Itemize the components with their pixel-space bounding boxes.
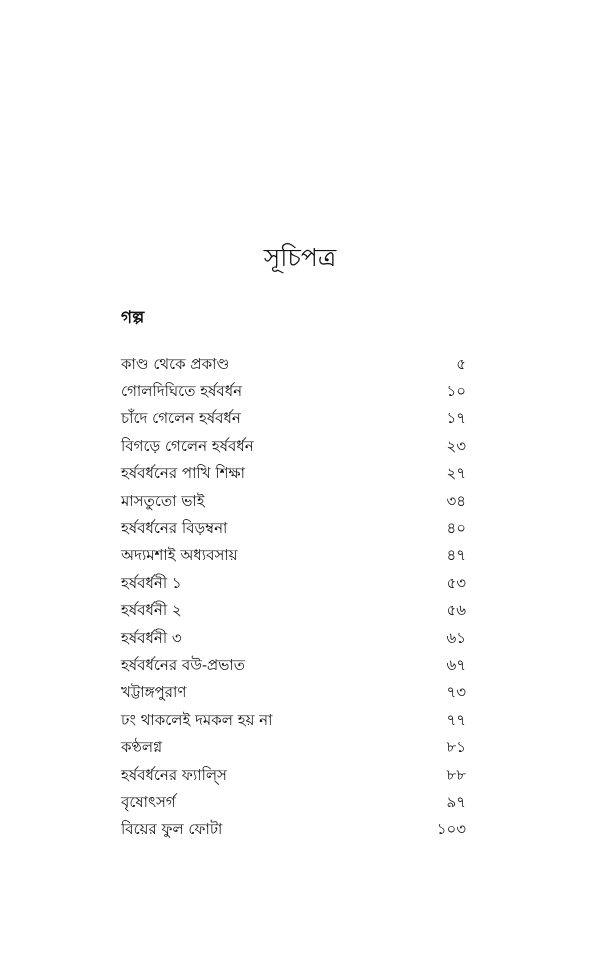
toc-entry-title: গোলদিঘিতে হর্ষবর্ধন (121, 382, 243, 401)
toc-entry (121, 350, 466, 377)
toc-entry-page: ৬১ (446, 628, 466, 647)
toc-entry-title: বিগড়ে গেলেন হর্ষবর্ধন (121, 436, 254, 455)
toc-entry-page: ৮১ (446, 738, 466, 757)
toc-entry-page: ১০ (446, 382, 466, 401)
toc-entry-page: ৭৩ (446, 683, 466, 702)
toc-entry-title: হর্ষবর্ধনের ফ্যাল্সি (121, 765, 227, 784)
toc-entry-page: ৮৮ (446, 765, 466, 784)
toc-entry-title: খট্টাঙ্গপুরাণ (121, 683, 187, 702)
toc-entry-title: হর্ষবর্ধনের বিড়ম্বনা (121, 519, 228, 538)
toc-entry (121, 816, 466, 843)
toc-entry-title: অদ্যমশাই অধ্যবসায় (121, 546, 238, 565)
toc-entry-page: ৩৪ (446, 491, 466, 510)
toc-entry-page: ২৭ (446, 464, 466, 483)
toc-entry-title: হর্ষবর্ধনী ২ (121, 601, 182, 620)
toc-entry (121, 432, 466, 459)
toc-entry-page: ৫ (456, 354, 466, 373)
toc-entry (121, 788, 466, 815)
toc-entry-title: বিয়ের ফুল ফোটা (121, 820, 223, 839)
toc-entry (121, 624, 466, 651)
toc-entry-title: কাণ্ড থেকে প্রকাণ্ড (121, 354, 230, 373)
toc-entry-title: ঢং থাকলেই দমকল হয় না (121, 710, 273, 729)
toc-entry-title: হর্ষবর্ধনের বউ-প্রভাত (121, 655, 245, 674)
toc-entry-page: ২৩ (446, 436, 466, 455)
toc-entry (121, 487, 466, 514)
toc-entry (121, 706, 466, 733)
toc-entry (121, 761, 466, 788)
toc-entry-page: ৬৭ (446, 655, 466, 674)
toc-entry-page: ৫৬ (446, 601, 466, 620)
toc-entry-title: হর্ষবর্ধনের পাখি শিক্ষা (121, 464, 246, 483)
toc-entry-title: হর্ষবর্ধনী ৩ (121, 628, 182, 647)
toc-entry (121, 542, 466, 569)
toc-entry (121, 514, 466, 541)
toc-entry (121, 460, 466, 487)
toc-entry (121, 651, 466, 678)
toc-entry-title: হর্ষবর্ধনী ১ (121, 573, 182, 592)
toc-entry-title: বৃষোৎসর্গ (121, 792, 176, 811)
toc-entry-page: ৪০ (446, 519, 466, 538)
toc-entry (121, 679, 466, 706)
toc-entry-title: চাঁদে গেলেন হর্ষবর্ধন (121, 409, 241, 428)
table-of-contents (121, 350, 466, 843)
section-heading: গল্প (121, 308, 145, 328)
toc-entry (121, 377, 466, 404)
toc-entry-title: মাসতুতো ভাই (121, 491, 205, 510)
toc-entry (121, 733, 466, 760)
toc-entry (121, 569, 466, 596)
toc-entry-title: কণ্ঠলগ্ন (121, 738, 163, 757)
page-title: সূচিপত্র (263, 242, 337, 272)
toc-entry-page: ৯৭ (446, 792, 466, 811)
toc-entry (121, 597, 466, 624)
toc-entry-page: ৭৭ (446, 710, 466, 729)
toc-entry-page: ৪৭ (446, 546, 466, 565)
toc-entry-page: ১৭ (446, 409, 466, 428)
toc-entry-page: ১০৩ (436, 820, 466, 839)
toc-entry-page: ৫৩ (446, 573, 466, 592)
toc-entry (121, 405, 466, 432)
